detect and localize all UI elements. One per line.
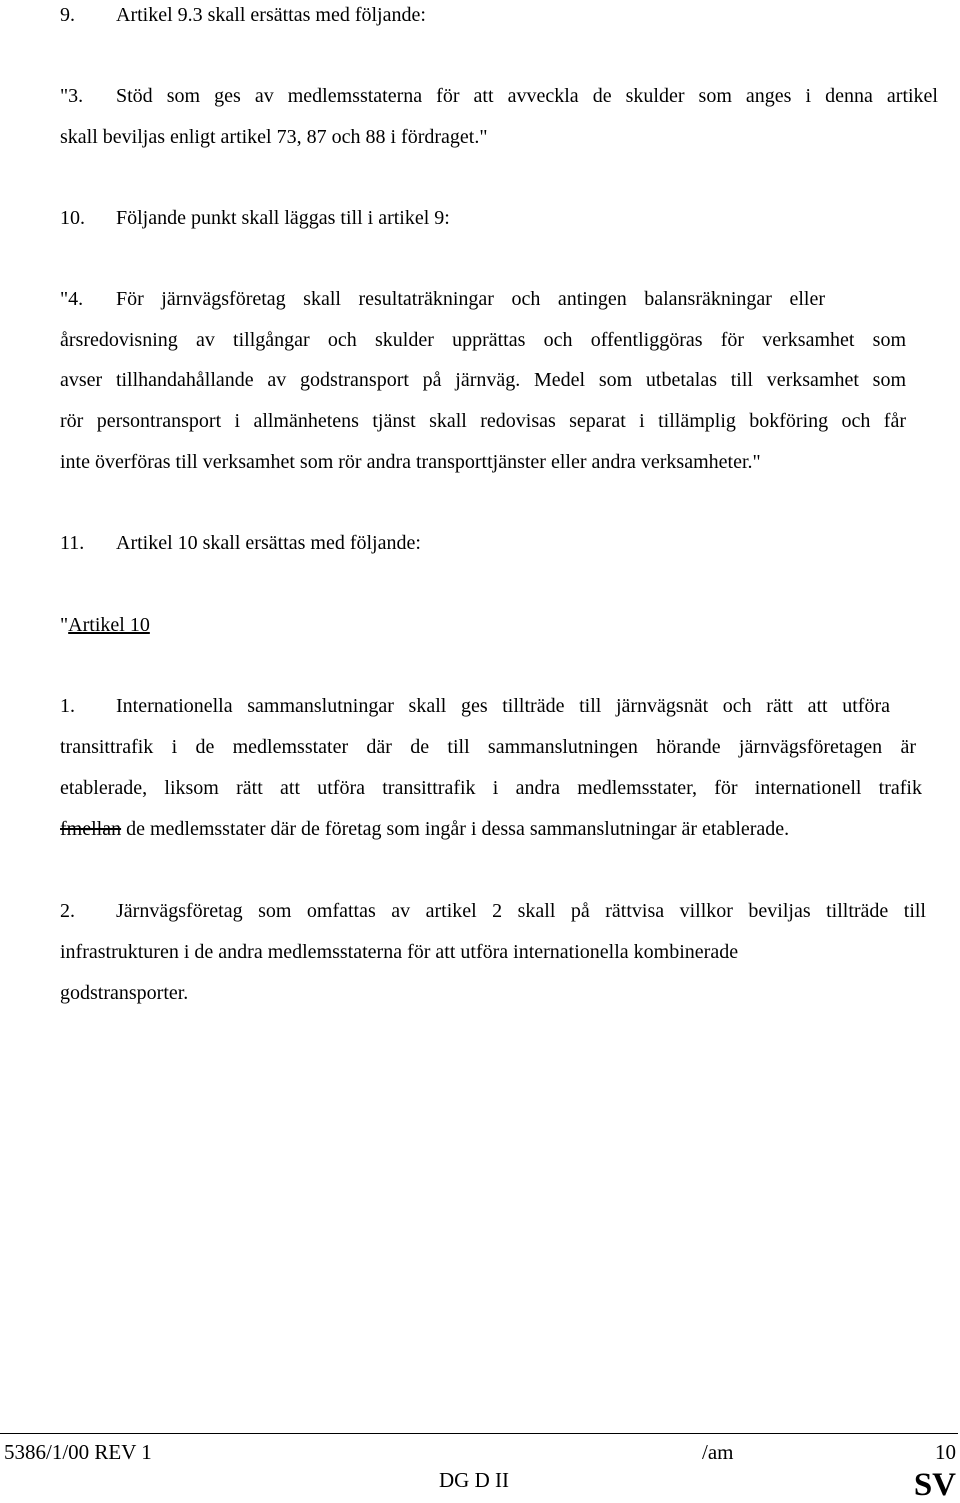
article-heading [60,613,150,637]
item-number: 2. [60,900,75,922]
paragraph-line-rest: de medlemsstater där de företag som ingår i dessa sammanslutningar är etablerade. [121,818,790,840]
language-code: SV [913,1467,956,1503]
paragraph-line [60,817,789,841]
item-text: Artikel 9.3 skall ersättas med följande: [116,4,426,26]
paragraph-line: För järnvägsföretag skall resultaträkningar och antingen balansräkningar eller [116,288,825,310]
paragraph-line: skall beviljas enligt artikel 73, 87 och 88 i fördraget." [60,126,488,148]
paragraph-line: Internationella sammanslutningar skall ges tillträde till järnvägsnät och rätt att utföra [116,695,890,717]
item-number: 9. [60,4,75,26]
paragraph-line: Järnvägsföretag som omfattas av artikel 2 skall på rättvisa villkor beviljas tillträde till [116,900,926,922]
item-number: "3. [60,85,84,107]
paragraph-line: avser tillhandahållande av godstransport på järnväg. Medel som utbetalas till verksamhet som [60,369,906,391]
paragraph-line: årsredovisning av tillgångar och skulder upprättas och offentliggöras för verksamhet som [60,329,906,351]
paragraph-line: Stöd som ges av medlemsstaterna för att avveckla de skulder som anges i denna artikel [116,85,938,107]
paragraph-line: godstransporter. [60,982,189,1004]
item-number: 10. [60,207,85,229]
paragraph-line: transittrafik i de medlemsstater där de till sammanslutningen hörande järnvägsföretagen är [60,736,916,758]
struck-word: fmellan [60,818,122,840]
paragraph-line: inte överföras till verksamhet som rör andra transporttjänster eller andra verksamheter." [60,451,761,473]
item-number: 11. [60,532,85,554]
item-text: Artikel 10 skall ersättas med följande: [116,532,421,554]
author-initials: /am [702,1440,734,1464]
open-quote: " [60,614,69,636]
document-reference: 5386/1/00 REV 1 [4,1440,152,1464]
item-number: 1. [60,695,75,717]
paragraph-line: rör persontransport i allmänhetens tjänst skall redovisas separat i tillämplig bokföring och får [60,410,906,432]
paragraph-line: infrastrukturen i de andra medlemsstaterna för att utföra internationella kombinerade [60,941,739,963]
item-number: "4. [60,288,84,310]
footer-rule [0,1433,958,1434]
paragraph-line: etablerade, liksom rätt att utföra transittrafik i andra medlemsstater, för internationell trafik [60,777,922,799]
department: DG D II [439,1468,509,1492]
page-number: 10 [935,1440,956,1464]
item-text: Följande punkt skall läggas till i artikel 9: [116,207,450,229]
article-title: Artikel 10 [68,614,150,636]
